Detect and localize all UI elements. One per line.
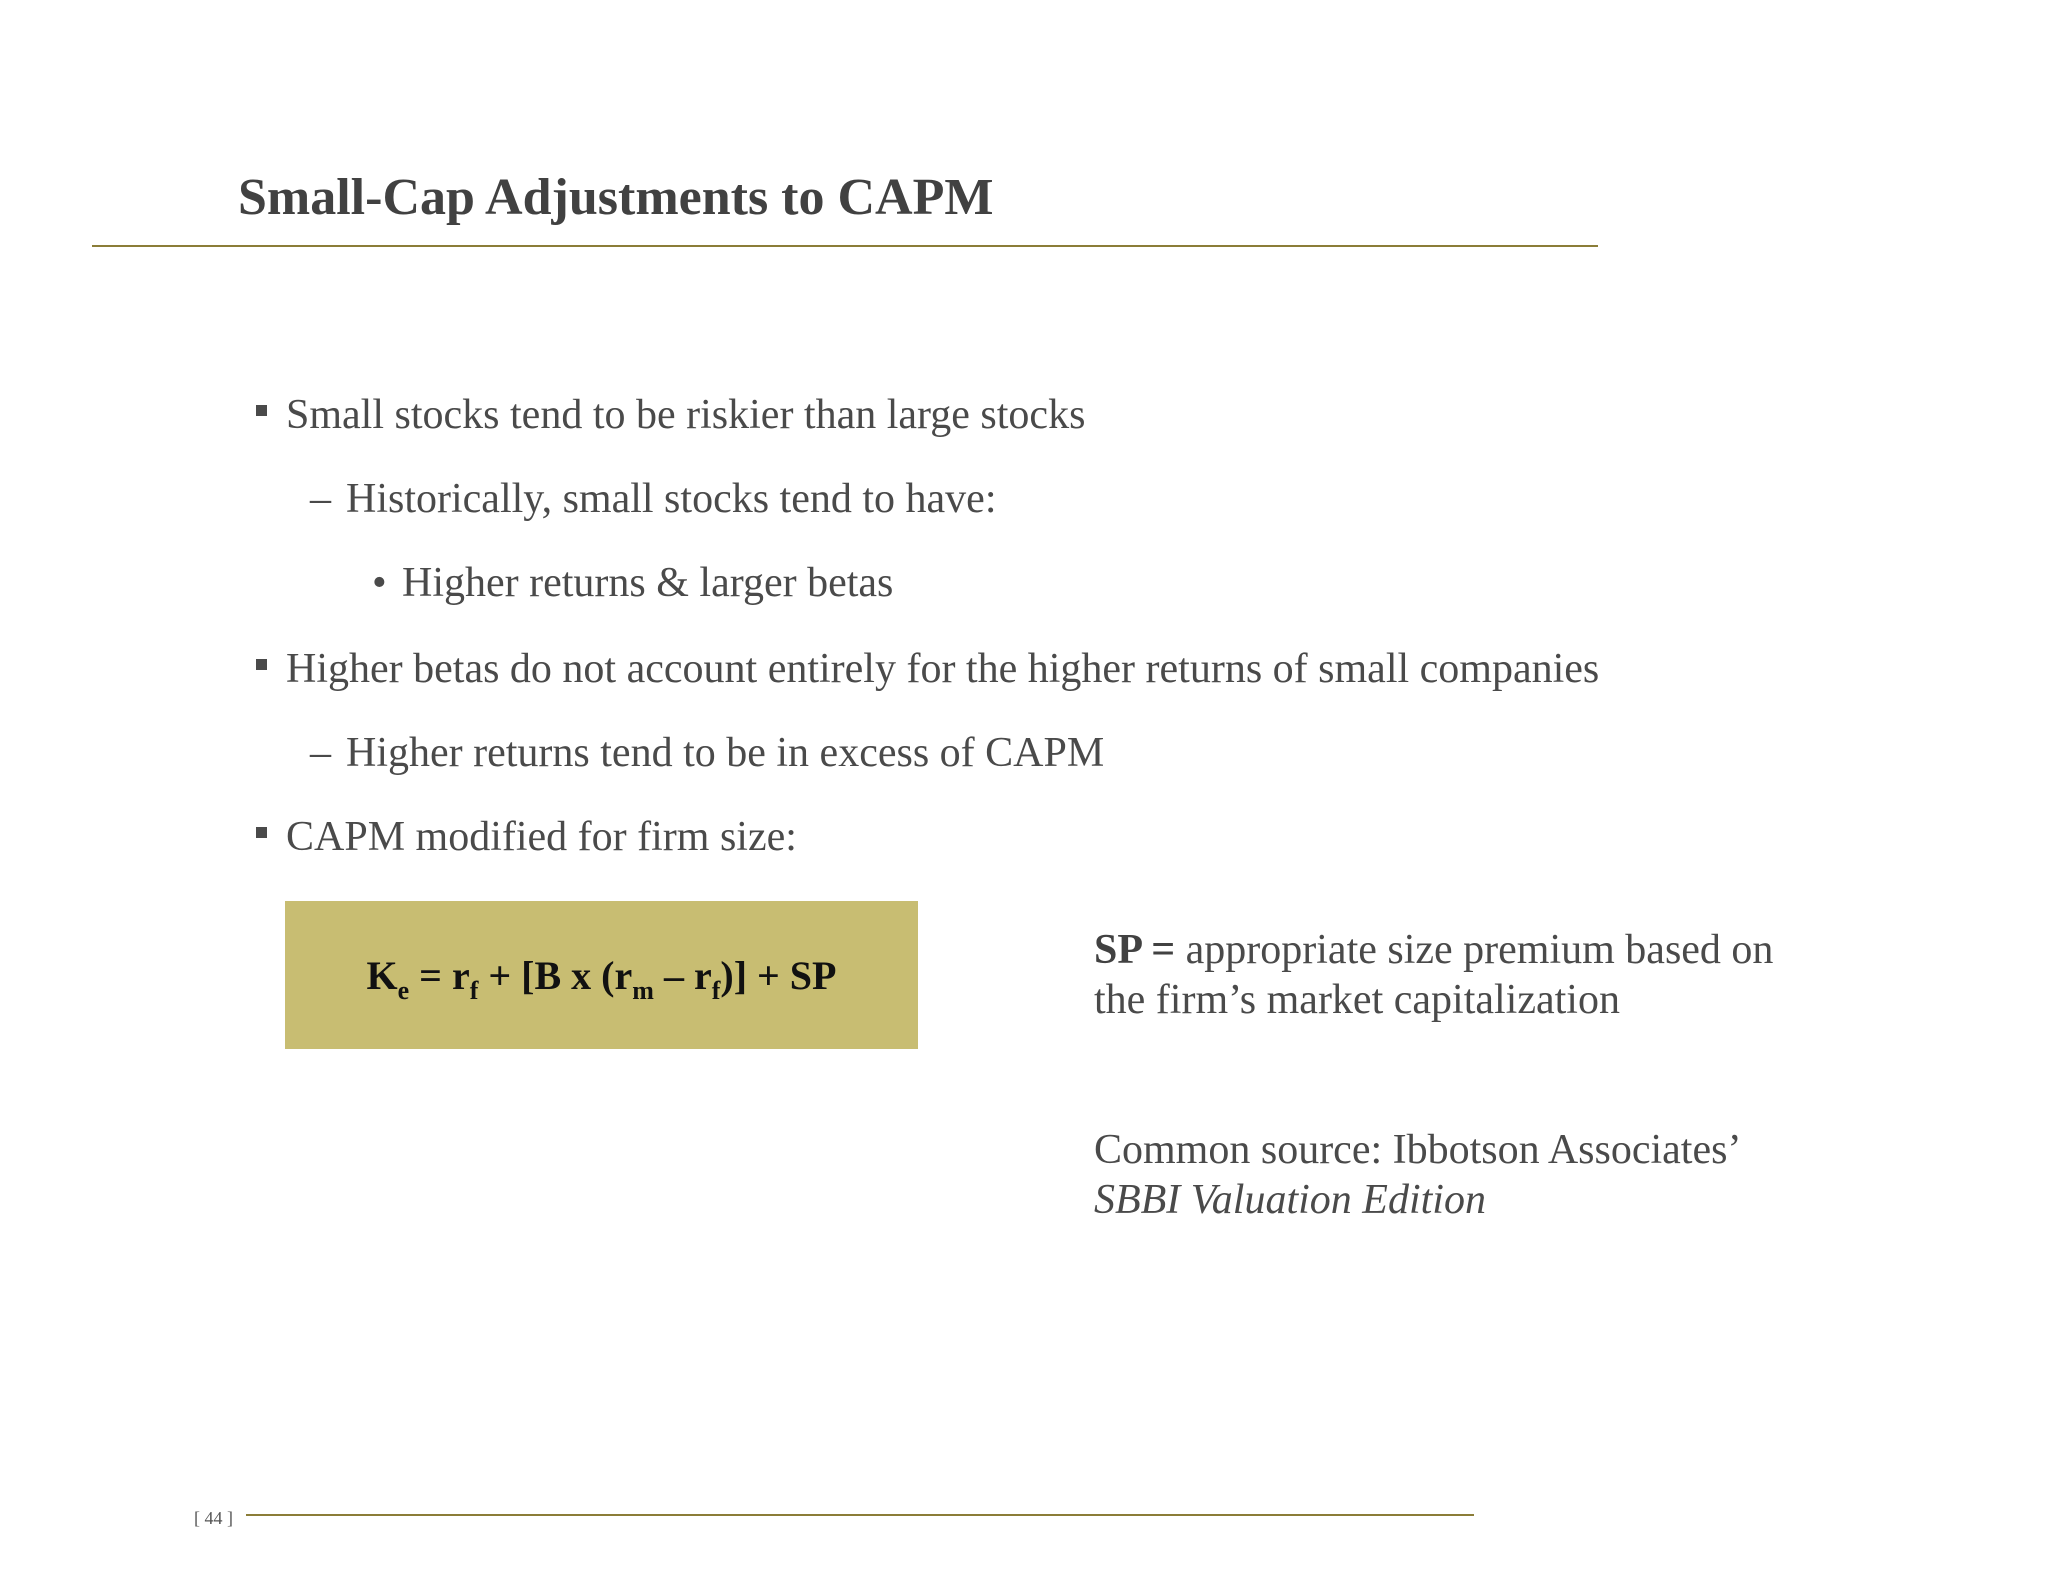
bullet-capm-modified: CAPM modified for firm size: [286, 814, 797, 860]
size-premium-note: SP = appropriate size premium based on the firm’s market capitalization [1094, 927, 1774, 1023]
dash-bullet-icon: – [310, 730, 331, 776]
page-number: [ 44 ] [194, 1508, 233, 1528]
title-divider [92, 245, 1598, 247]
bullet-excess-of-capm: Higher returns tend to be in excess of CAPM [346, 730, 1105, 776]
dash-bullet-icon: – [310, 476, 331, 522]
page-title: Small-Cap Adjustments to CAPM [238, 169, 994, 226]
bullet-higher-returns-betas: Higher returns & larger betas [402, 560, 894, 606]
square-bullet-icon [256, 405, 267, 416]
square-bullet-icon [256, 827, 267, 838]
capm-formula: $K_e = r_f + [B$ x $(r_m - r_f)$] + SP [366, 952, 837, 1005]
bullet-small-stocks-riskier: Small stocks tend to be riskier than large stocks [286, 392, 1086, 438]
bullet-higher-betas: Higher betas do not account entirely for the higher returns of small companies [286, 646, 1600, 692]
source-publication: SBBI Valuation Edition [1094, 1177, 1486, 1223]
sp-label: SP = [1094, 927, 1176, 973]
footer-divider [246, 1514, 1474, 1516]
square-bullet-icon [256, 659, 267, 670]
formula-box [285, 901, 918, 1049]
bullet-historically: Historically, small stocks tend to have: [346, 476, 997, 522]
source-note: Common source: Ibbotson Associates’ SBBI Valuation Edition [1094, 1127, 1742, 1223]
dot-bullet-icon: • [372, 560, 387, 606]
